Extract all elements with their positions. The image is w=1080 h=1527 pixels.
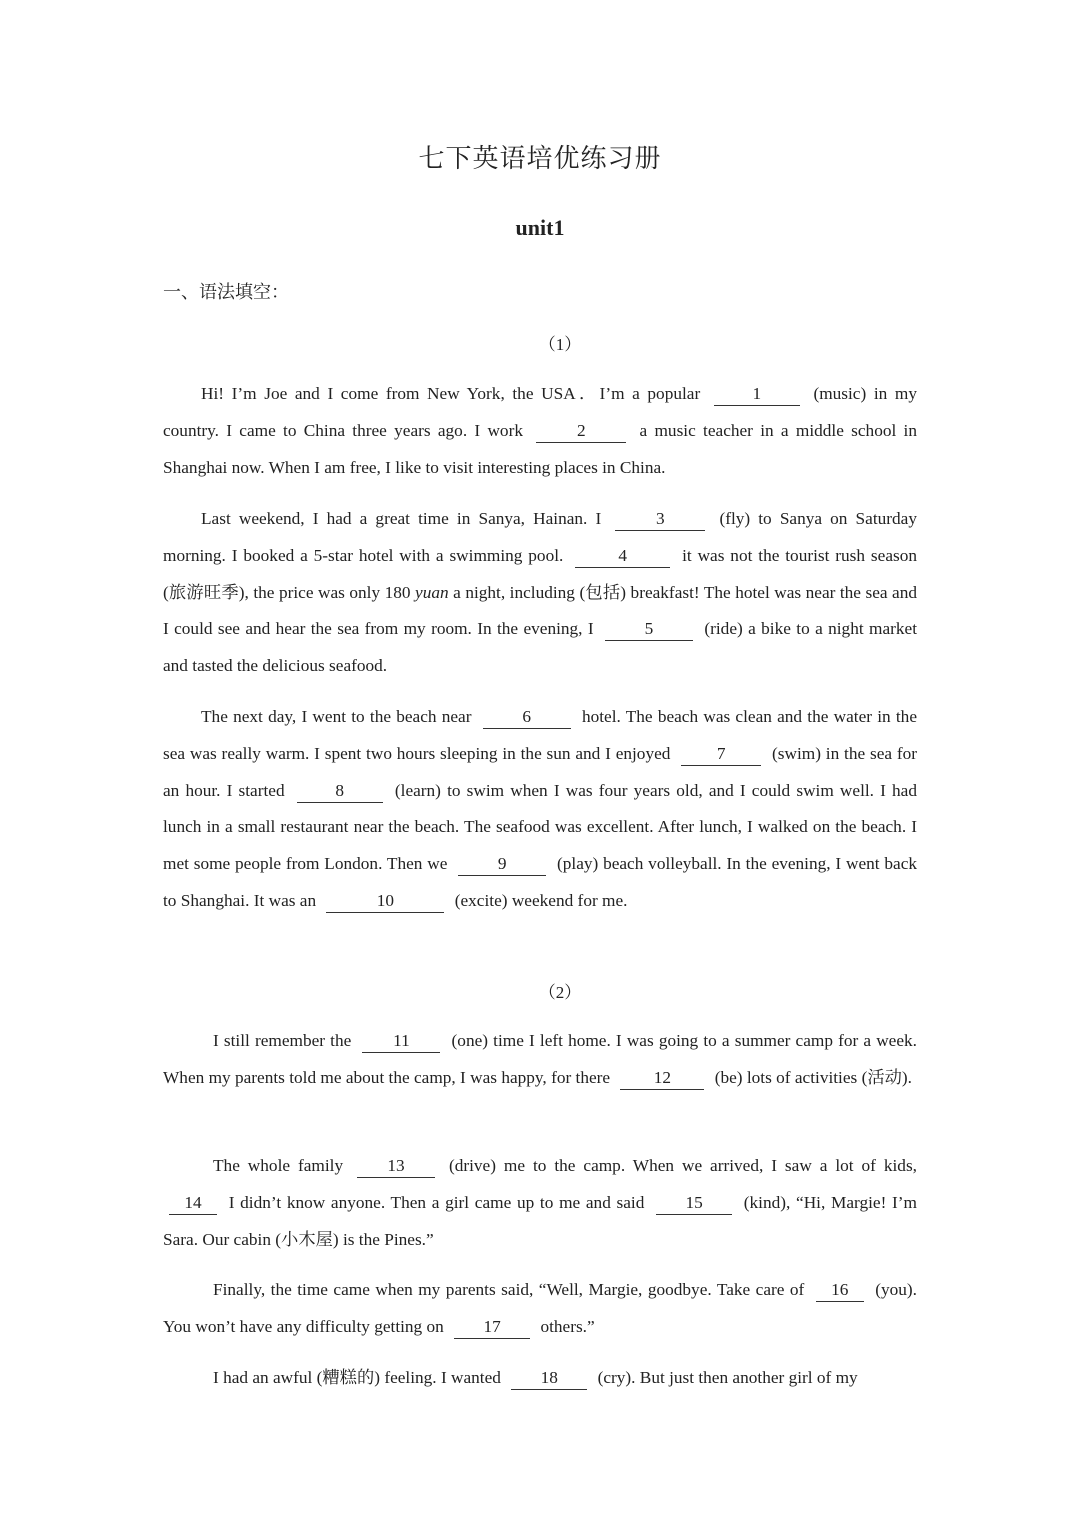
answer-blank-3[interactable]: 3 [615,509,705,531]
paragraph [163,501,917,685]
paragraph-text: (kind), “Hi, Margie! I’m Sara. Our cabin (小木屋) is the Pines.” [163,1192,917,1249]
paragraph-text: (learn) to swim when I was four years old, and I could swim well. I had lunch in a small restaurant near the beach. The seafood was excellent. After lunch, I walked on the beach. I met some people from London. Then we [163,780,917,874]
answer-blank-18[interactable]: 18 [511,1368,587,1390]
answer-blank-4[interactable]: 4 [575,546,670,568]
answer-blank-9[interactable]: 9 [458,854,546,876]
paragraph-text: others.” [536,1316,595,1336]
paragraph-text: (drive) me to the camp. When we arrived, I saw a lot of kids, [441,1156,917,1175]
answer-blank-14[interactable]: 14 [169,1193,217,1215]
paragraph [163,1360,917,1397]
paragraph-text: (one) time I left home. I was going to a summer camp for a week. When my parents told me about the camp, I was happy, for there [163,1031,917,1087]
answer-blank-16[interactable]: 16 [816,1280,864,1302]
paragraph-text: a music teacher in a middle school in Shanghai now. When I am free, I like to visit interesting places in China. [163,420,917,477]
paragraph-text: The next day, I went to the beach near [201,707,477,726]
paragraph-text: (play) beach volleyball. In the evening, I went back to Shanghai. It was an [163,854,918,910]
paragraph-text: I had an awful (糟糕的) feeling. I wanted [213,1368,506,1387]
answer-blank-12[interactable]: 12 [620,1068,704,1090]
passage-label-2: （2） [538,983,582,1002]
answer-blank-10[interactable]: 10 [326,891,444,913]
paragraph-text: I still remember the [213,1031,357,1050]
paragraph-text: Hi! I’m Joe and I come from New York, the USA．I’m a popular [201,384,708,403]
answer-blank-2[interactable]: 2 [536,421,626,443]
paragraph-text: a night, including (包括) breakfast! The hotel was near the sea and I could see and hear the sea from my room. In the evening, I [163,582,918,639]
paragraph-text: (ride) a bike to a night market and tasted the delicious seafood. [163,619,917,676]
paragraph-text: hotel. The beach was clean and the water in the sea was really warm. I spent two hours sleeping in the sun and I enjoyed [163,707,917,763]
paragraph [163,1272,917,1346]
passage-label-1: （1） [538,335,582,354]
paragraph-text: The whole family [213,1156,352,1175]
answer-blank-8[interactable]: 8 [297,781,383,803]
paragraph-text: (music) in my country. I came to China three years ago. I work [163,384,917,440]
answer-blank-11[interactable]: 11 [362,1031,440,1053]
paragraph-text: (excite) weekend for me. [450,890,628,910]
answer-blank-13[interactable]: 13 [357,1156,435,1178]
answer-blank-6[interactable]: 6 [483,707,571,729]
answer-blank-1[interactable]: 1 [714,384,800,406]
paragraph-text: (fly) to Sanya on Saturday morning. I booked a 5-star hotel with a swimming pool. [163,509,917,565]
paragraph [163,699,917,920]
paragraph-text: (be) lots of activities (活动). [710,1067,912,1087]
paragraph-text: I didn’t know anyone. Then a girl came up to me and said [223,1192,651,1212]
answer-blank-15[interactable]: 15 [656,1193,732,1215]
paragraph-text: (you). You won’t have any difficulty getting on [163,1280,917,1336]
answer-blank-5[interactable]: 5 [605,619,693,641]
paragraph-text: Last weekend, I had a great time in Sanya, Hainan. I [201,509,610,528]
page-title: 七下英语培优练习册 [418,144,662,173]
paragraph-text: Finally, the time came when my parents said, “Well, Margie, goodbye. Take care of [213,1280,810,1299]
answer-blank-7[interactable]: 7 [681,744,761,766]
paragraph [163,1148,917,1258]
paragraph [163,1023,917,1097]
unit-title: unit1 [515,215,565,240]
paragraph-text: (cry). But just then another girl of my [593,1368,858,1387]
paragraph [163,376,917,486]
answer-blank-17[interactable]: 17 [454,1317,530,1339]
italic-text: yuan [415,582,449,602]
paragraph-text: (swim) in the sea for an hour. I started [163,743,917,800]
section-heading: 一、语法填空： [163,282,289,302]
paragraph-text: it was not the tourist rush season (旅游旺季), the price was only 180 [163,545,917,602]
